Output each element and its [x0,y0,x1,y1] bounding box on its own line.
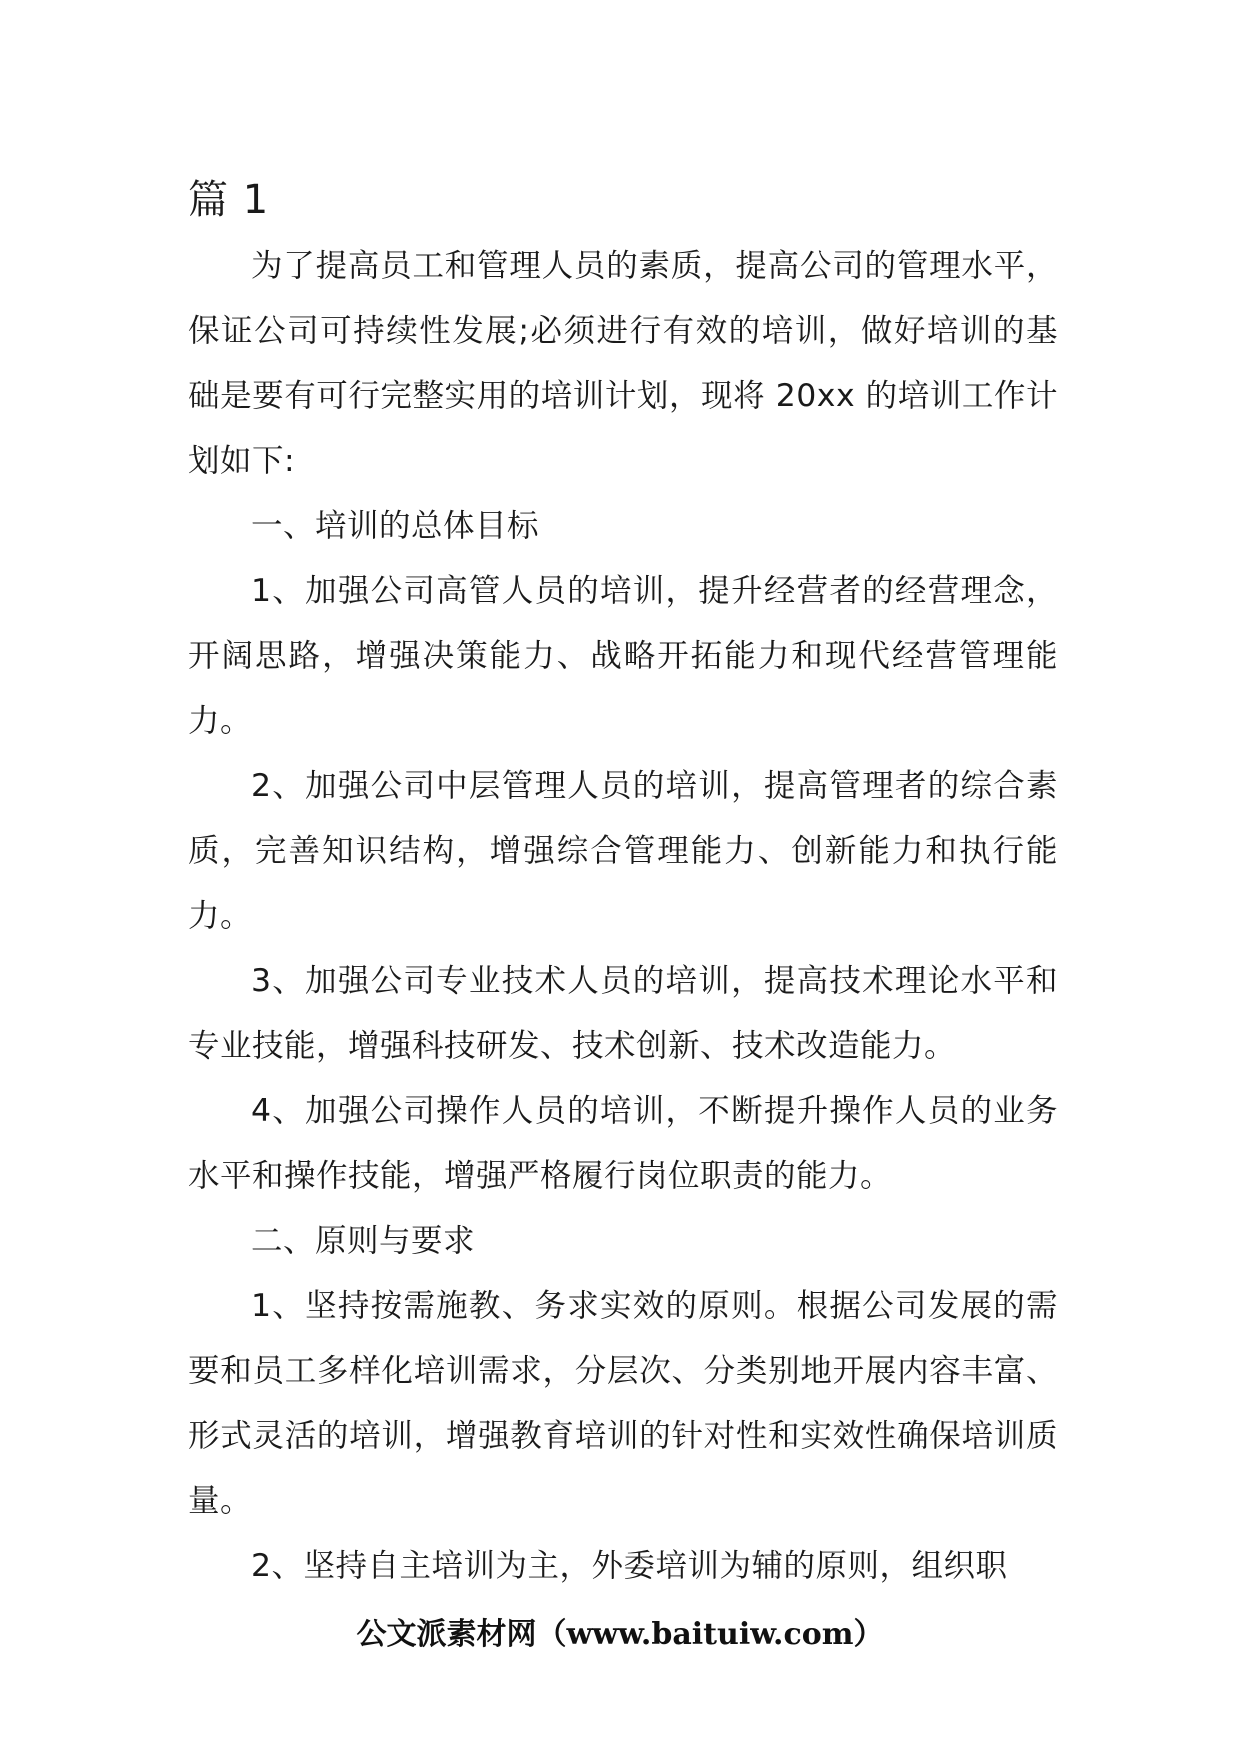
paragraph-section-two-title: 二、原则与要求 [251,1223,476,1259]
paragraph-goal-3: 3、加强公司专业技术人员的培训，提高技术理论水平和专业技能，增强科技研发、技术创新、技术改造能力。 [188,963,1058,1064]
document-body [188,170,1058,1599]
paragraph-goal-4: 4、加强公司操作人员的培训，不断提升操作人员的业务水平和操作技能，增强严格履行岗位职责的能力。 [188,1093,1058,1194]
footer-source: 公文派素材网（www.baituiw.com） [356,1617,884,1652]
paragraph-goal-1: 1、加强公司高管人员的培训，提升经营者的经营理念，开阔思路，增强决策能力、战略开拓能力和现代经营管理能力。 [188,573,1058,739]
paragraph-principle-1: 1、坚持按需施教、务求实效的原则。根据公司发展的需要和员工多样化培训需求，分层次、分类别地开展内容丰富、形式灵活的培训，增强教育培训的针对性和实效性确保培训质量。 [188,1288,1058,1519]
paragraph-goal-2: 2、加强公司中层管理人员的培训，提高管理者的综合素质，完善知识结构，增强综合管理能力、创新能力和执行能力。 [188,768,1058,934]
section-heading: 篇 1 [188,177,270,223]
paragraph-intro: 为了提高员工和管理人员的素质，提高公司的管理水平，保证公司可持续性发展;必须进行有效的培训，做好培训的基础是要有可行完整实用的培训计划，现将 20xx 的培训工作计划如下: [188,248,1058,479]
paragraph-section-one-title: 一、培训的总体目标 [251,508,540,544]
paragraph-principle-2: 2、坚持自主培训为主，外委培训为辅的原则，组织职 [251,1548,1008,1584]
